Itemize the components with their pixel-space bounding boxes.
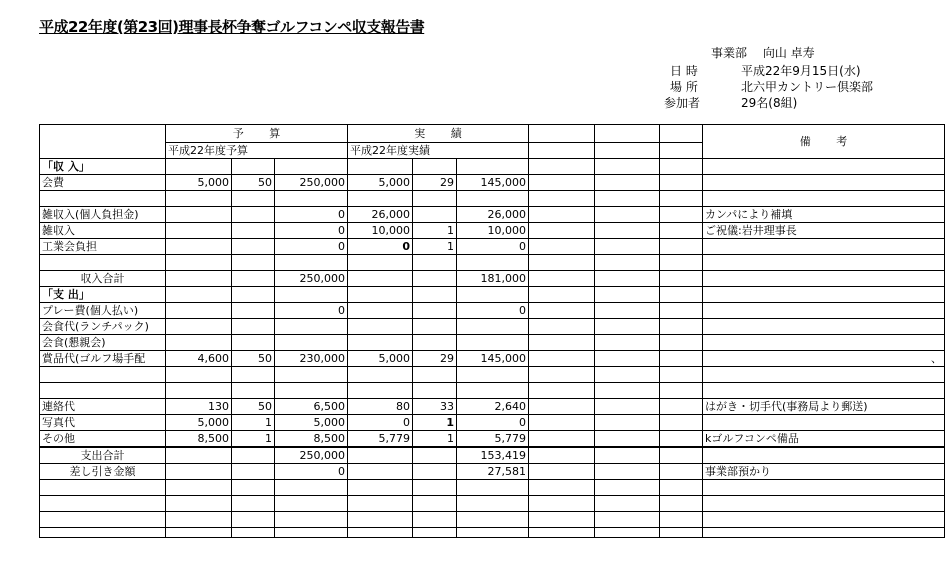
table-row [40,159,945,175]
row-label: 連絡代 [40,399,166,415]
actual-subheader: 平成22年度実績 [348,143,529,159]
date-label: 日 時 [670,64,698,78]
table-row: 連絡代 130 50 6,500 80 33 2,640 はがき・切手代(事務局より郵送) [40,399,945,415]
balance-budget: 0 [275,464,348,480]
row-label: 写真代 [40,415,166,431]
table-row: 写真代 5,000 1 5,000 0 1 0 [40,415,945,431]
place-label: 場 所 [670,80,698,94]
table-row: 会費 5,000 50 250,000 5,000 29 145,000 [40,175,945,191]
expense-total-budget: 250,000 [275,447,348,464]
participants-label: 参加者 [664,96,701,110]
table-row [40,447,945,464]
expense-total-label: 支出合計 [40,447,166,464]
balance-label: 差し引き金額 [40,464,166,480]
table-row [40,383,945,399]
row-label: 会費 [40,175,166,191]
row-label: 雑収入(個人負担金) [40,207,166,223]
table-row: 工業会負担 0 0 1 0 [40,239,945,255]
table-row: 雑収入(個人負担金) 0 26,000 26,000 カンパにより補填 [40,207,945,223]
date-value: 平成22年9月15日(水) [741,64,861,78]
row-label: 会食代(ランチパック) [40,319,166,335]
row-label: 会食(懇親会) [40,335,166,351]
table-row [40,271,945,287]
actual-header: 実 績 [348,125,529,143]
table-row: 賞品代(ゴルフ場手配 4,600 50 230,000 5,000 29 145,000 、 [40,351,945,367]
remarks-header: 備 考 [703,125,945,159]
budget-header: 予 算 [166,125,348,143]
table-row [40,496,945,512]
table-row [40,319,945,335]
table-row [40,528,945,538]
expense-total-actual: 153,419 [457,447,529,464]
report-table [39,124,945,538]
row-label: 工業会負担 [40,239,166,255]
row-label: 賞品代(ゴルフ場手配 [40,351,166,367]
table-row [40,367,945,383]
author: 事業部 向山 卓寿 [711,46,815,60]
table-row: その他 8,500 1 8,500 5,779 1 5,779 kゴルフコンペ備品 [40,431,945,448]
balance-actual: 27,581 [457,464,529,480]
table-row: プレー費(個人払い) 0 0 [40,303,945,319]
table-row [40,480,945,496]
table-row [40,255,945,271]
table-row [40,191,945,207]
table-row: 差し引き金額 0 27,581 事業部預かり [40,464,945,480]
participants-value: 29名(8組) [741,96,798,110]
table-row: 雑収入 0 10,000 1 10,000 ご祝儀:岩井理事長 [40,223,945,239]
section-expense: 「支 出」 [40,287,166,303]
row-label: その他 [40,431,166,448]
table-row [40,287,945,303]
header-blank [40,125,166,143]
income-total-label: 収入合計 [40,271,166,287]
budget-subheader: 平成22年度予算 [166,143,348,159]
table-row [40,335,945,351]
section-income: 「収 入」 [40,159,166,175]
row-label: 雑収入 [40,223,166,239]
page-title: 平成22年度(第23回)理事長杯争奪ゴルフコンペ収支報告書 [39,18,425,36]
row-label: プレー費(個人払い) [40,303,166,319]
income-total-actual: 181,000 [457,271,529,287]
place-value: 北六甲カントリー倶楽部 [741,80,874,94]
table-row [40,512,945,528]
income-total-budget: 250,000 [275,271,348,287]
